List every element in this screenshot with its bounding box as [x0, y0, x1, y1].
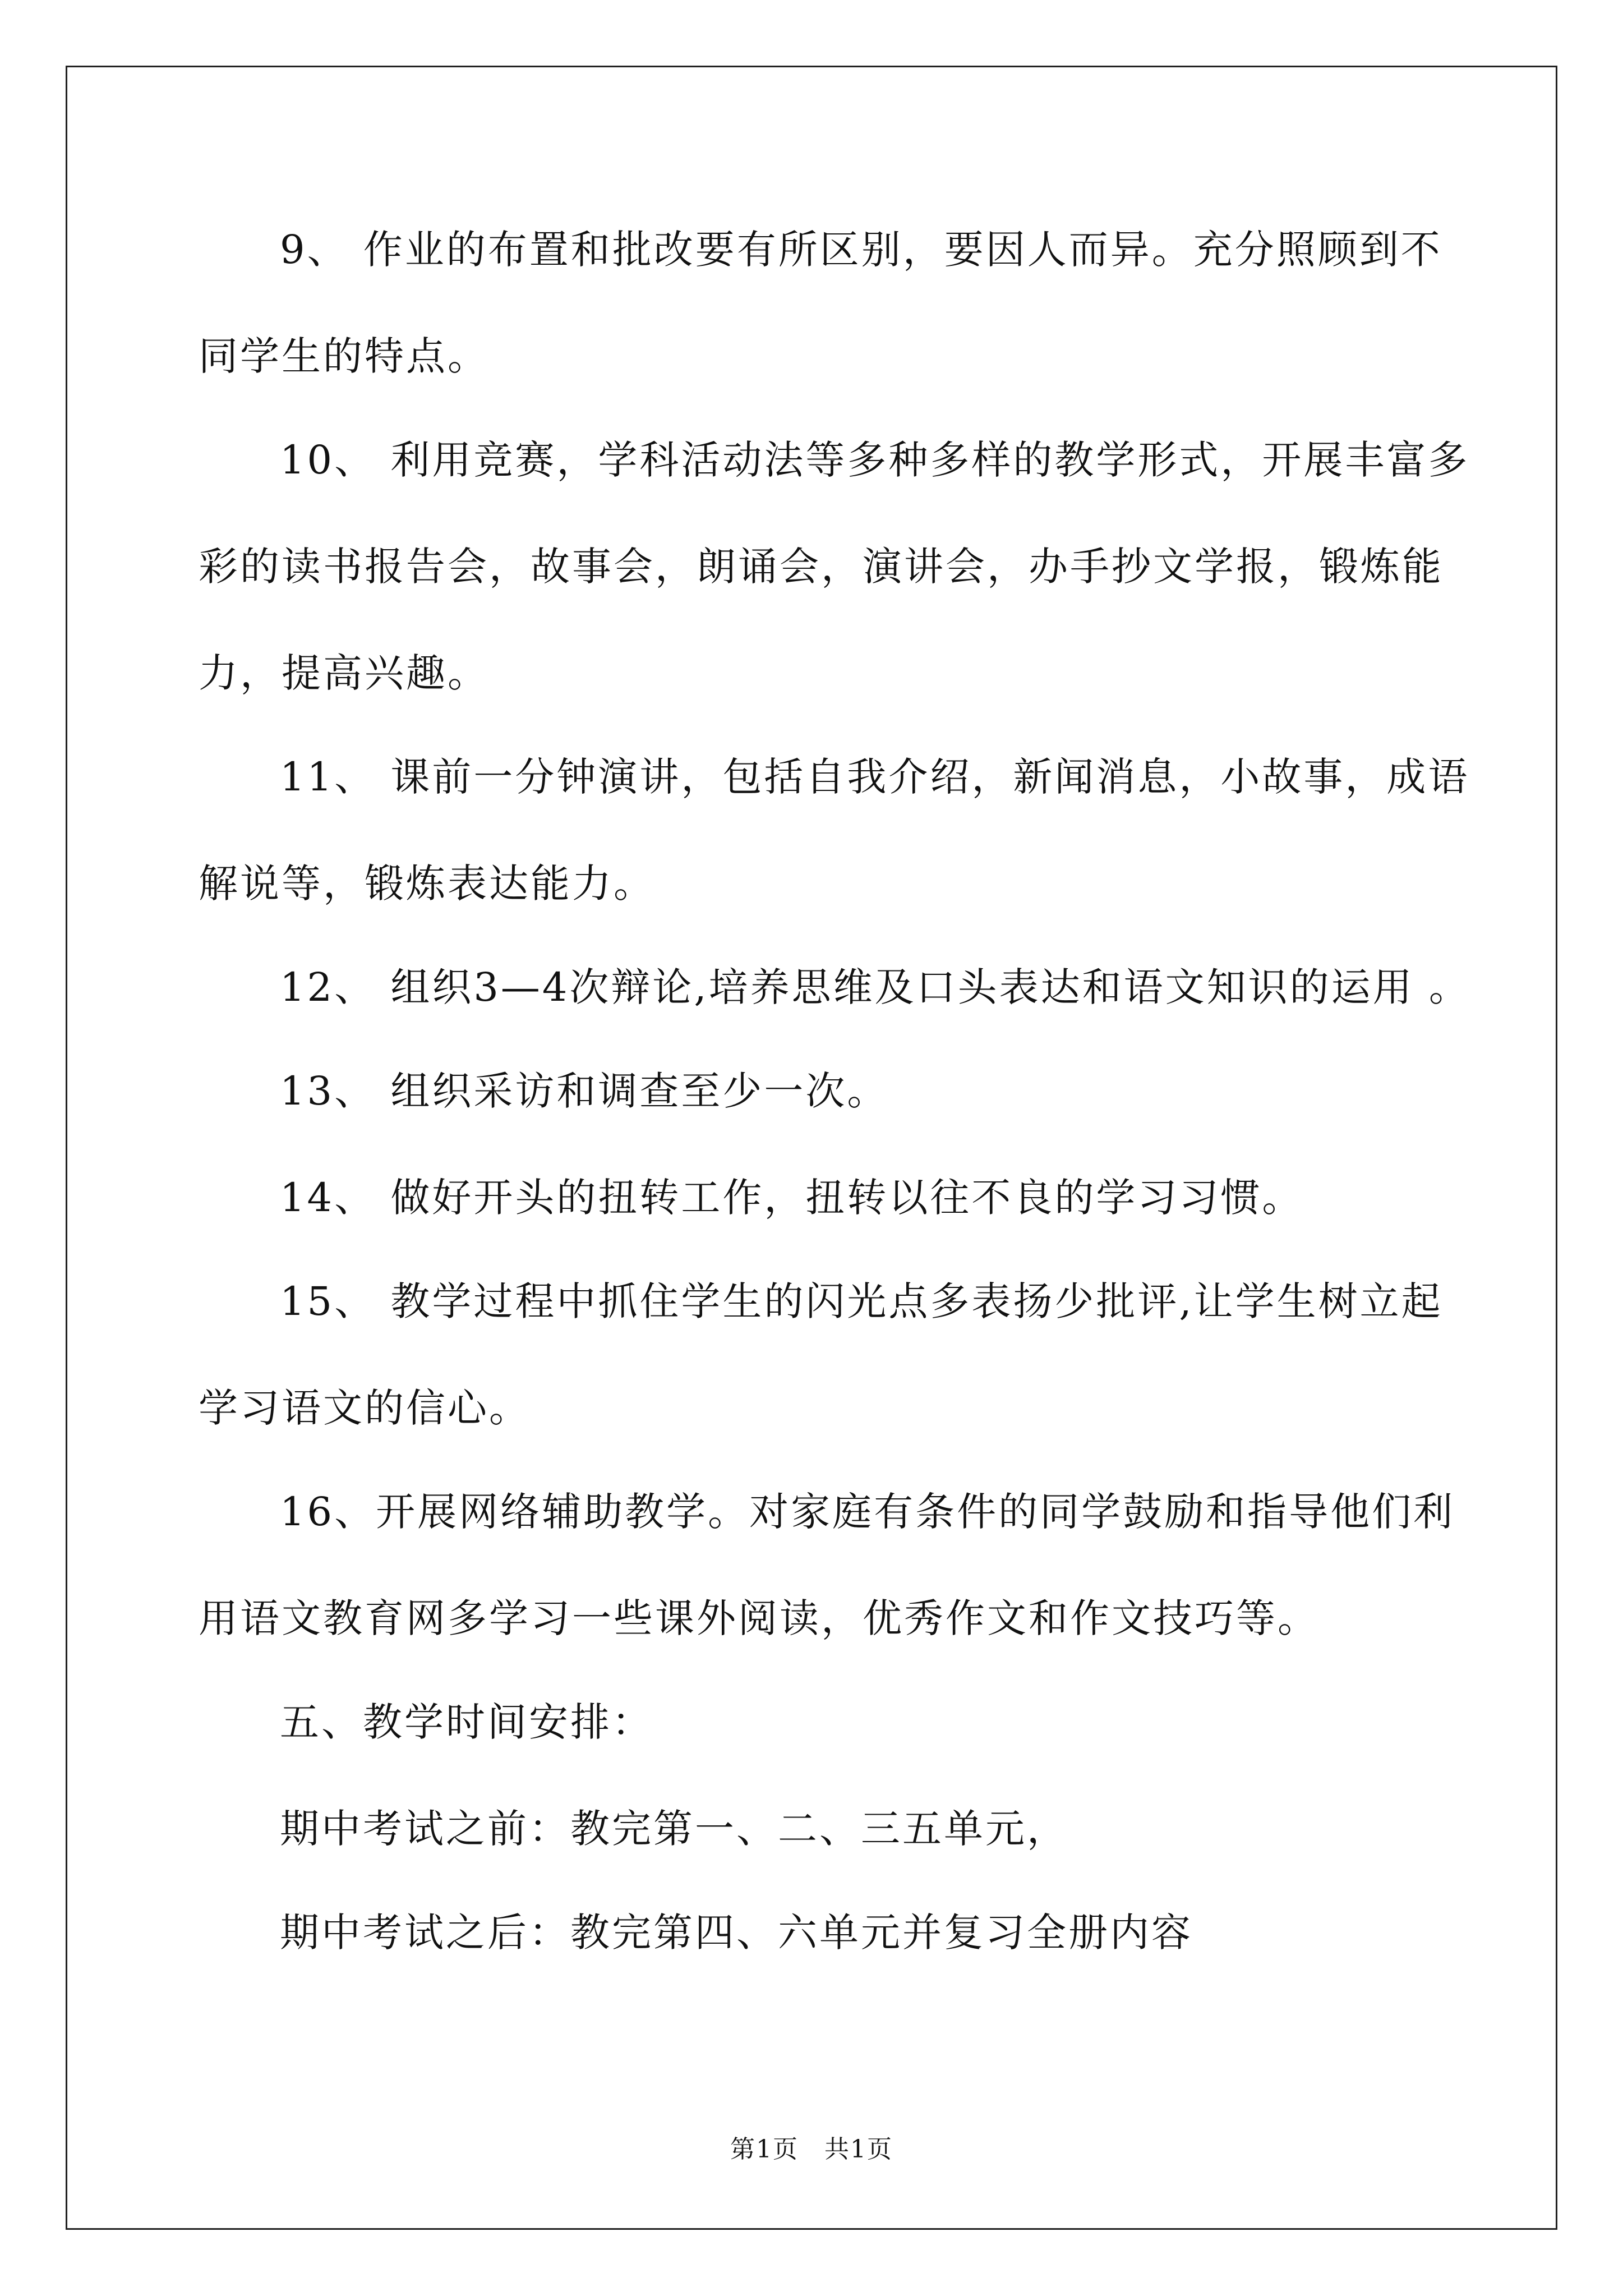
after-midterm-line: 期中考试之后：教完第四、六单元并复习全册内容 [280, 1910, 1193, 1955]
item-11-line-1: 11、 课前一分钟演讲，包括自我介绍，新闻消息，小故事，成语 [280, 754, 1470, 800]
item-15-line-2: 学习语文的信心。 [199, 1385, 531, 1431]
section-5-heading: 五、教学时间安排： [280, 1699, 653, 1745]
item-13-line-1: 13、 组织采访和调查至少一次。 [280, 1068, 889, 1114]
page-footer: 第1页 共1页 [730, 2135, 893, 2164]
item-9-line-1: 9、 作业的布置和批改要有所区别，要因人而异。充分照顾到不 [280, 227, 1442, 273]
item-10-line-3: 力，提高兴趣。 [199, 650, 489, 696]
item-11-line-2: 解说等，锻炼表达能力。 [199, 861, 655, 907]
item-15-line-1: 15、 教学过程中抓住学生的闪光点多表扬少批评,让学生树立起 [280, 1278, 1443, 1324]
item-9-line-2: 同学生的特点。 [199, 333, 489, 379]
item-16-line-1: 16、开展网络辅助教学。对家庭有条件的同学鼓励和指导他们利 [280, 1489, 1455, 1535]
before-midterm-line: 期中考试之前：教完第一、二、三五单元， [280, 1806, 1068, 1852]
item-16-line-2: 用语文教育网多学习一些课外阅读，优秀作文和作文技巧等。 [199, 1595, 1319, 1641]
item-14-line-1: 14、 做好开头的扭转工作，扭转以往不良的学习习惯。 [280, 1175, 1304, 1221]
item-10-line-2: 彩的读书报告会，故事会，朗诵会，演讲会，办手抄文学报，锻炼能 [199, 544, 1444, 590]
item-12-line-1: 12、 组织3—4次辩论,培养思维及口头表达和语文知识的运用 。 [280, 964, 1470, 1010]
item-10-line-1: 10、 利用竞赛，学科活动法等多种多样的教学形式，开展丰富多 [280, 437, 1470, 483]
